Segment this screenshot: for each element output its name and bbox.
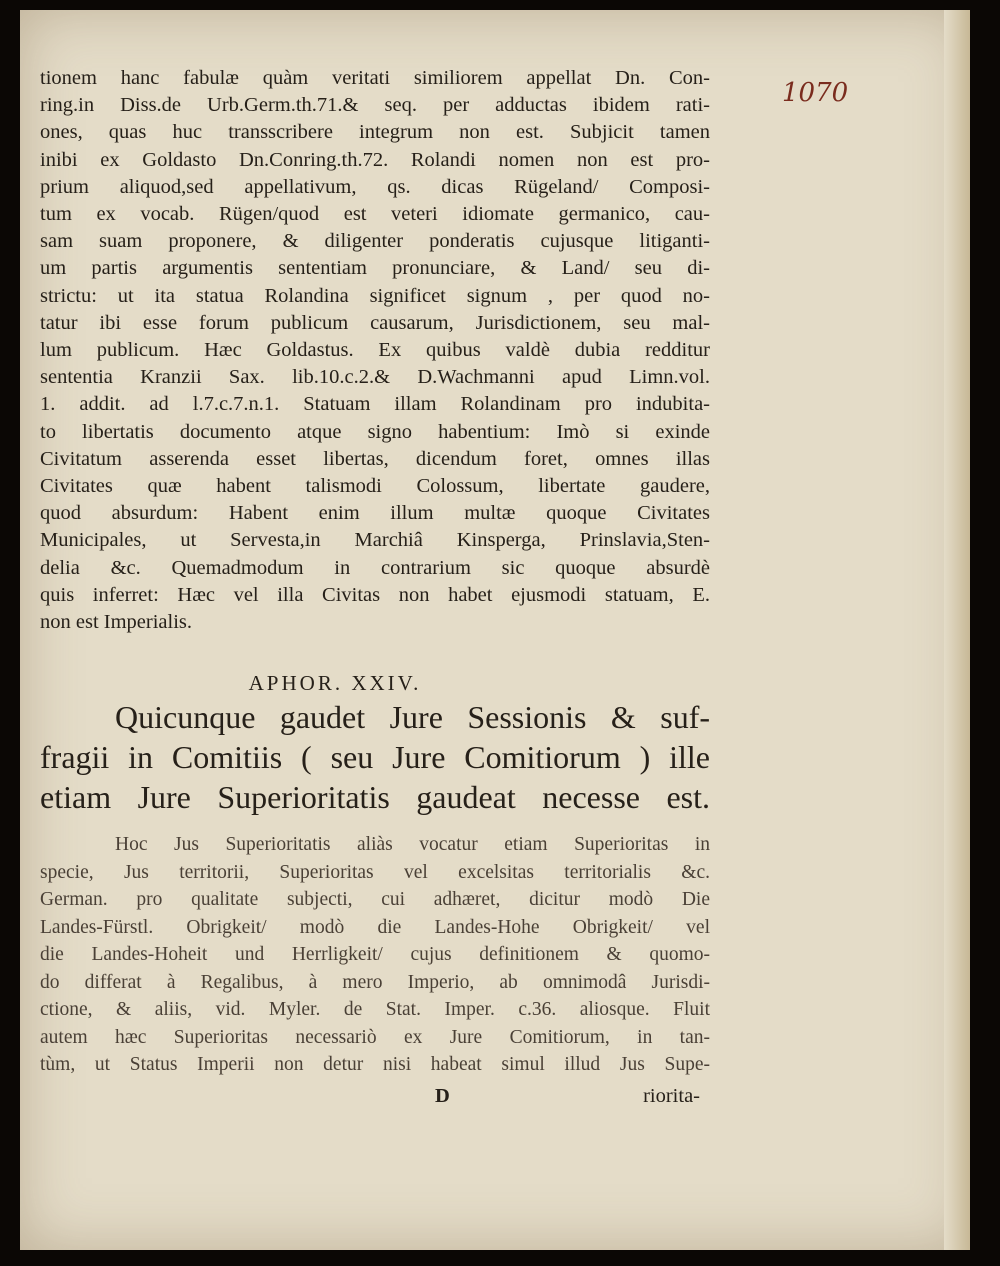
text-line [40,500,710,527]
text-line [40,92,710,119]
text-line [40,65,710,92]
text-line-text: tum ex vocab. Rügen/quod est veteri idiomate germanico, cau- [40,203,710,226]
margin-page-number: 1070 [782,78,849,108]
commentary-line-text: die Landes-Hoheit und Herrligkeit/ cujus definitionem & quomo- [40,944,710,966]
aphorism-title: APHOR. XXIV. [248,671,422,696]
text-line [40,391,710,418]
text-line [40,228,710,255]
aphorism-line-text: Quicunque gaudet Jure Sessionis & suf- [115,699,710,736]
text-line-text: um partis argumentis sententiam pronunciare, & Land/ seu di- [40,257,710,280]
commentary-line [40,1051,710,1079]
aphorism-line [40,697,710,737]
text-line [40,364,710,391]
main-paragraph [40,65,710,636]
text-line-text: inibi ex Goldasto Dn.Conring.th.72. Rolandi nomen non est pro- [40,148,710,171]
text-line [40,446,710,473]
text-line-text: quod absurdum: Habent enim illum multæ quoque Civitates [40,502,710,525]
text-line-text: to libertatis documento atque signo habentium: Imò si exinde [40,420,710,443]
text-line [40,174,710,201]
text-line-text: 1. addit. ad l.7.c.7.n.1. Statuam illam Rolandinam pro indubita- [40,393,710,416]
text-line [40,473,710,500]
commentary-line-text: specie, Jus territorii, Superioritas vel excelsitas territorialis &c. [40,861,710,883]
commentary-line-text: Landes-Fürstl. Obrigkeit/ modò die Landes-Hohe Obrigkeit/ vel [40,916,710,938]
text-line [40,419,710,446]
page-text [40,65,710,1110]
commentary-line [40,1024,710,1052]
text-line-text: ones, quas huc transscribere integrum non est. Subjicit tamen [40,121,710,144]
text-line-text: delia &c. Quemadmodum in contrarium sic quoque absurdè [40,556,710,579]
commentary-line [40,859,710,887]
aphorism-commentary [40,831,710,1079]
commentary-line-text: Hoc Jus Superioritatis aliàs vocatur etiam Superioritas in [115,834,710,856]
commentary-line-text: ctione, & aliis, vid. Myler. de Stat. Imper. c.36. aliosque. Fluit [40,999,710,1021]
aphorism-line-text: etiam Jure Superioritatis gaudeat necesse est. [40,779,710,816]
text-line-text: ring.in Diss.de Urb.Germ.th.71.& seq. per adductas ibidem rati- [40,94,710,117]
text-line [40,582,710,609]
commentary-line-text: tùm, ut Status Imperii non detur nisi habeat simul illud Jus Supe- [40,1054,710,1076]
catchword: riorita- [643,1084,700,1107]
text-line [40,527,710,554]
text-line-text: non est Imperialis. [40,611,193,634]
page-footer [40,1083,710,1110]
commentary-line [40,886,710,914]
text-line [40,337,710,364]
aphorism-line-text: fragii in Comitiis ( seu Jure Comitiorum ) ille [40,739,710,776]
book-page [20,10,970,1250]
text-line-text: prium aliquod,sed appellativum, qs. dicas Rügeland/ Composi- [40,175,710,198]
commentary-line [40,941,710,969]
text-line [40,201,710,228]
commentary-line [40,914,710,942]
text-line-text: tatur ibi esse forum publicum causarum, Jurisdictionem, seu mal- [40,311,710,334]
commentary-line [40,969,710,997]
text-line [40,255,710,282]
commentary-line [40,831,710,859]
signature-mark: D [435,1084,450,1107]
aphorism-line [40,737,710,777]
text-line [40,310,710,337]
commentary-line-text: autem hæc Superioritas necessariò ex Jure Comitiorum, in tan- [40,1026,710,1048]
page-fold-shadow [944,10,970,1250]
commentary-line-text: do differat à Regalibus, à mero Imperio, ab omnimodâ Jurisdi- [40,971,710,993]
aphorism-line [40,777,710,817]
commentary-line-text: German. pro qualitate subjecti, cui adhæret, dicitur modò Die [40,889,710,911]
text-line [40,147,710,174]
text-line-text: strictu: ut ita statua Rolandina significet signum , per quod no- [40,284,710,307]
text-line [40,609,710,636]
text-line [40,283,710,310]
text-line-text: tionem hanc fabulæ quàm veritati similiorem appellat Dn. Con- [40,67,710,89]
text-line [40,555,710,582]
text-line-text: Civitatum asserenda esset libertas, dicendum foret, omnes illas [40,447,710,470]
text-line [40,119,710,146]
commentary-line [40,996,710,1024]
aphorism-statement [40,697,710,817]
text-line-text: sententia Kranzii Sax. lib.10.c.2.& D.Wachmanni apud Limn.vol. [40,366,710,389]
text-line-text: quis inferret: Hæc vel illa Civitas non habet ejusmodi statuam, E. [40,583,710,606]
text-line-text: Municipales, ut Servesta,in Marchiâ Kinsperga, Prinslavia,Sten- [40,529,710,552]
text-line-text: lum publicum. Hæc Goldastus. Ex quibus valdè dubia redditur [40,339,710,362]
text-line-text: Civitates quæ habent talismodi Colossum, libertate gaudere, [40,475,710,498]
text-line-text: sam suam proponere, & diligenter ponderatis cujusque litiganti- [40,230,710,253]
